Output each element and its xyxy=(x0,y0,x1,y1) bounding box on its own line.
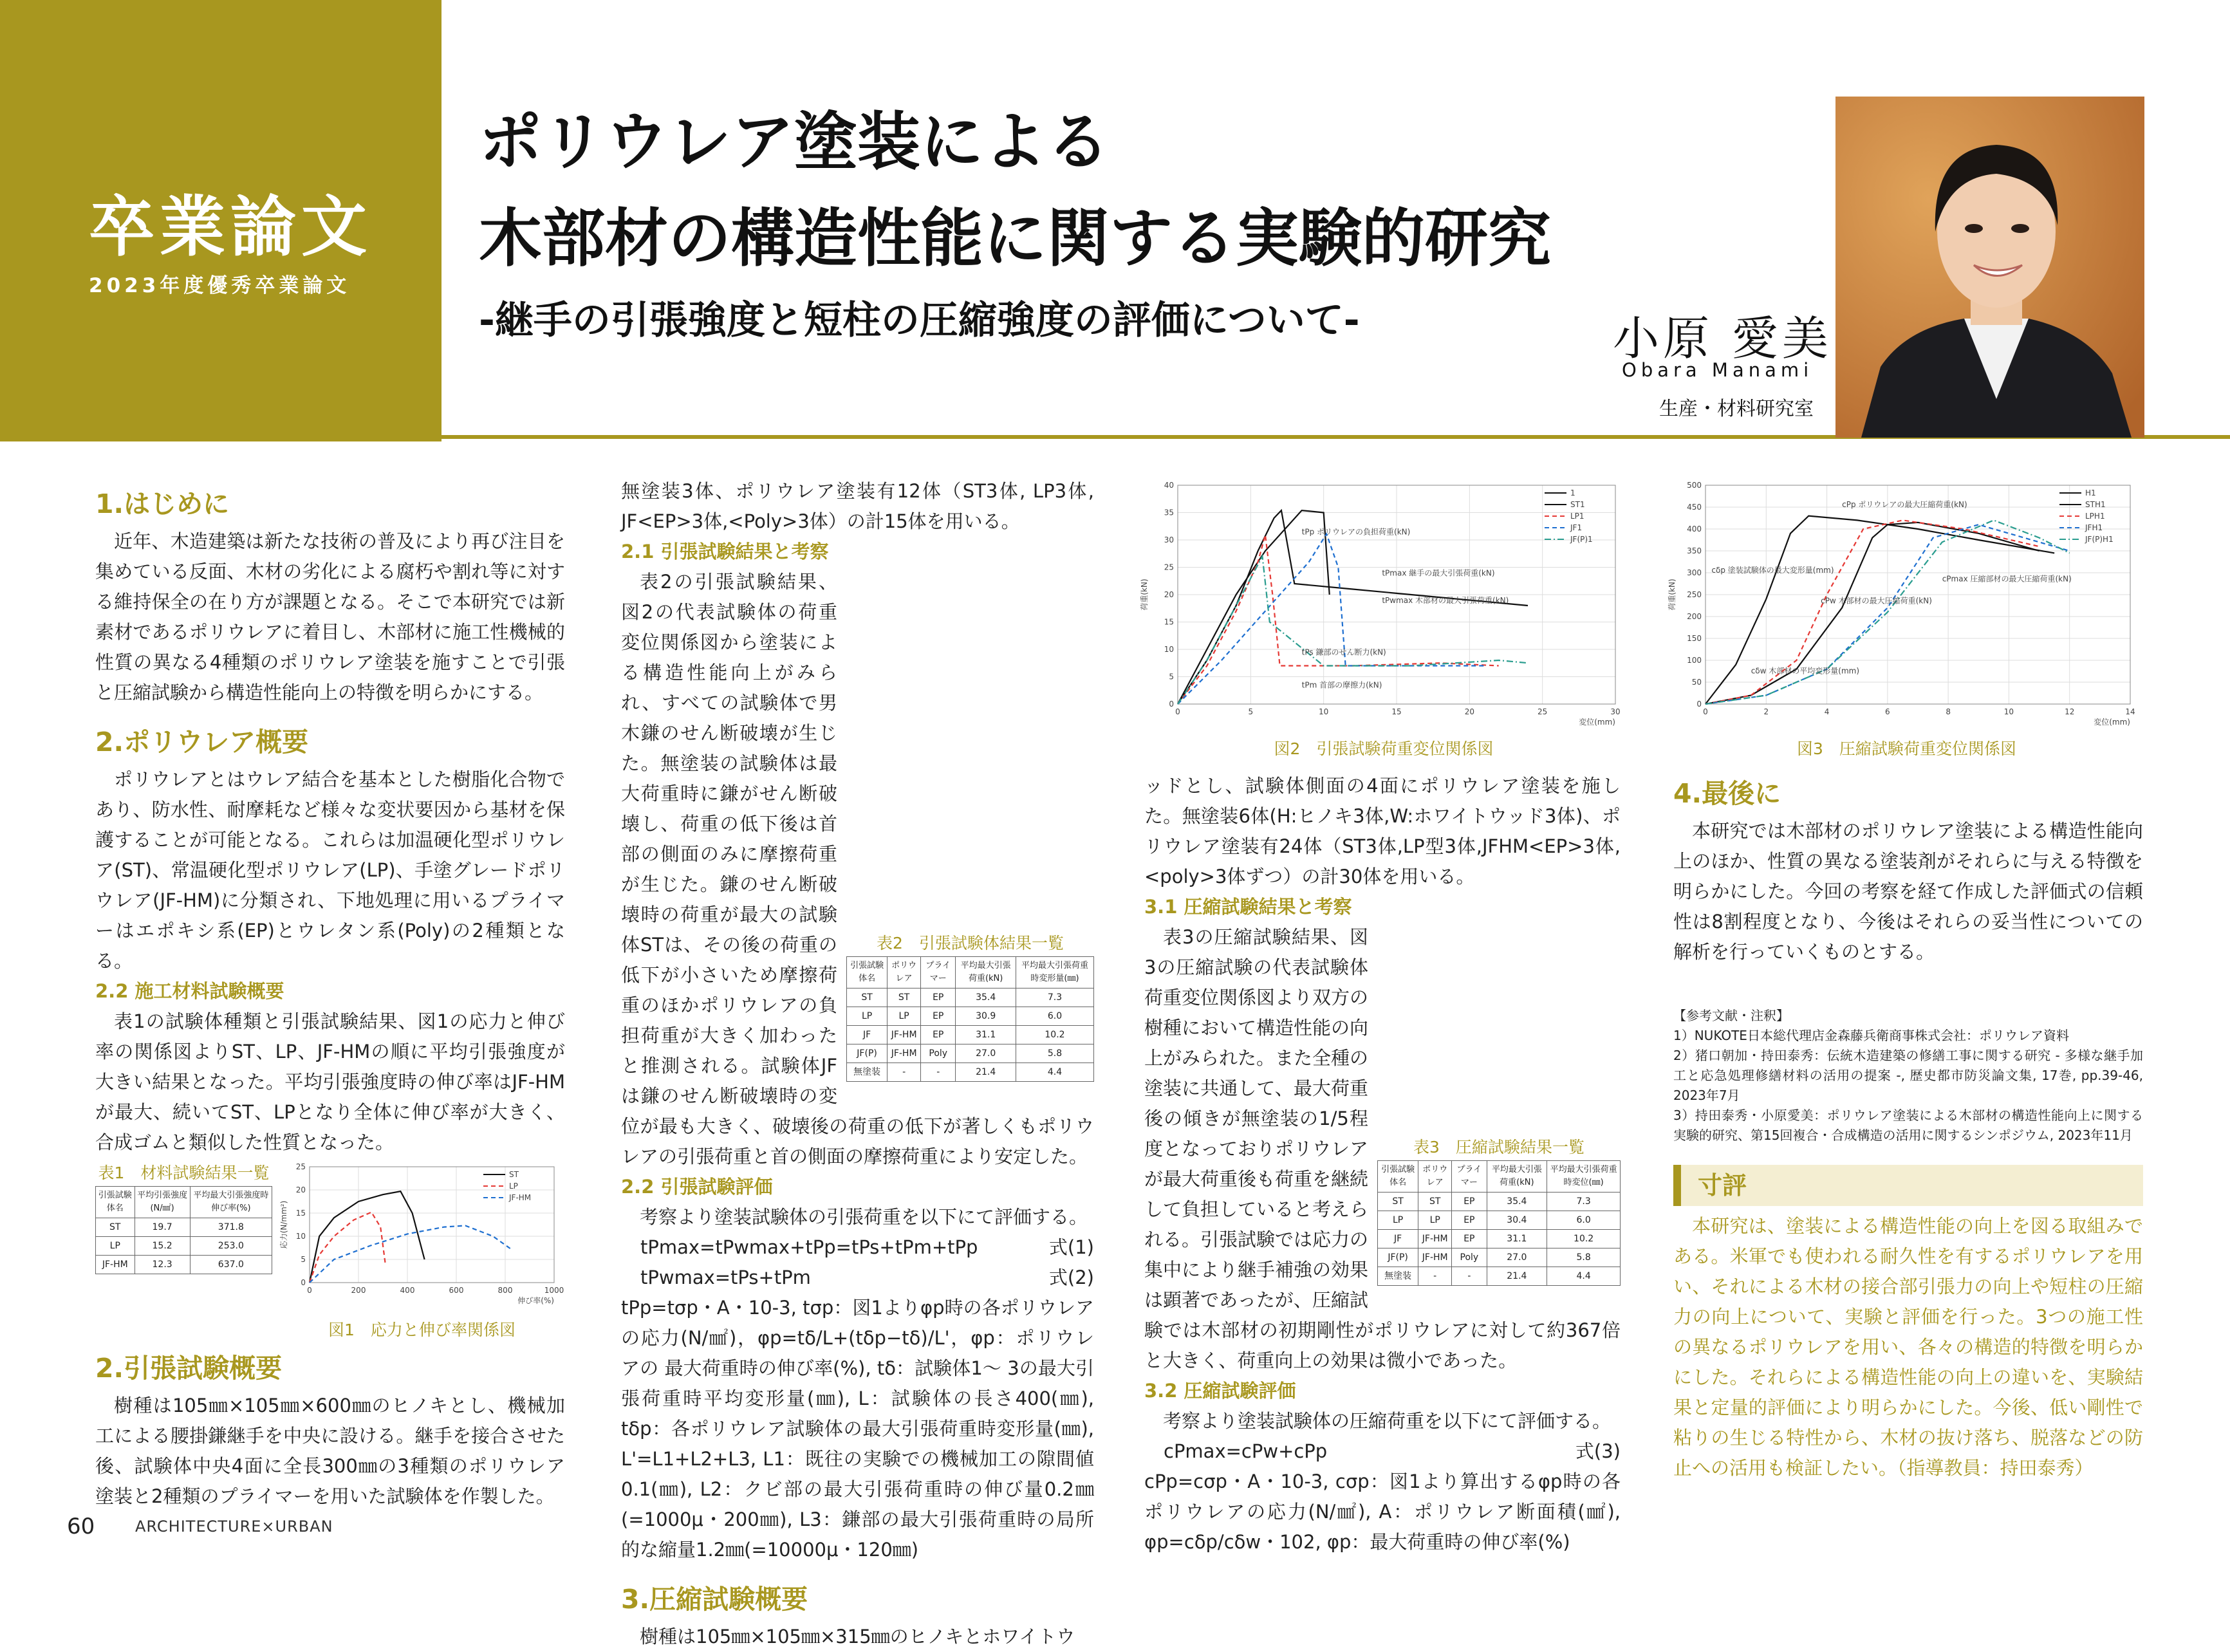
polyurea-paragraph: ポリウレアとはウレア結合を基本とした樹脂化合物であり、防水性、耐摩耗など様々な変状要因から基材を保護することが可能となる。これらは加温硬化型ポリウレア(ST)、常温硬化型ポリウレア(LP)、手塗グレードポリウレア(JF-HM)に分類され、下地処理に用いるプライマーはエポキシ系(EP)とウレタン系(Poly)の2種類となる。 xyxy=(95,768,565,972)
y-tick-label: 20 xyxy=(1164,590,1174,599)
table3-caption: 表3 圧縮試験結果一覧 xyxy=(1413,1138,1584,1156)
table1-cell: 637.0 xyxy=(190,1256,272,1274)
y-tick-label: 450 xyxy=(1687,503,1702,512)
table-row xyxy=(96,1256,272,1274)
table3-cell: LP xyxy=(1418,1211,1452,1230)
equation-3-number: 式(3) xyxy=(1575,1440,1621,1462)
table2 xyxy=(846,956,1094,1082)
paper-title-line2: 木部材の構造性能に関する実験的研究 xyxy=(479,202,1552,275)
x-tick-label: 0 xyxy=(1703,707,1708,716)
equation-1 xyxy=(621,1232,1094,1263)
table-row xyxy=(1378,1193,1621,1211)
y-tick-label: 5 xyxy=(301,1255,306,1264)
table2-cell: 21.4 xyxy=(956,1063,1016,1082)
chart-annotation: tPm 首部の摩擦力(kN) xyxy=(1301,680,1382,690)
figure1-caption: 図1 応力と伸び率関係図 xyxy=(328,1321,516,1339)
table3 xyxy=(1377,1160,1621,1286)
compression-specimen-paragraph: ッドとし、試験体側面の4面にポリウレア塗装を施した。無塗装6体(H:ヒノキ3体,W:ホワイトウッド3体)、ポリウレア塗装有24体（ST3体,LP型3体,JFHM<EP>3体,<poly>3体ずつ）の計30体を用いる。 xyxy=(1144,775,1621,887)
x-tick-label: 15 xyxy=(1391,707,1402,716)
equation-3-definitions: cPp=cσp・A・10-3, cσp：図1より算出するφp時の各ポリウレアの応力(N/㎟), A：ポリウレア断面積(㎟), φp=cδp/cδw・102, φp：最大荷重時の伸び率(%) xyxy=(1144,1471,1621,1553)
x-tick-label: 6 xyxy=(1885,707,1890,716)
chart-annotation: cδp 塗装試験体の最大変形量(mm) xyxy=(1711,566,1834,575)
table3-cell: 35.4 xyxy=(1487,1193,1547,1211)
y-tick-label: 300 xyxy=(1687,568,1702,577)
table3-cell: JF-HM xyxy=(1418,1230,1452,1248)
table2-cell: 6.0 xyxy=(1016,1007,1093,1026)
figure3-caption: 図3 圧縮試験荷重変位関係図 xyxy=(1797,739,2016,758)
x-tick-label: 14 xyxy=(2125,707,2135,716)
table-row xyxy=(1378,1211,1621,1230)
legend-label: LP xyxy=(509,1182,518,1191)
legend-label: H1 xyxy=(2085,488,2096,497)
author-lab: 生産・材料研究室 xyxy=(1659,398,1814,420)
table2-header: ポリウレア xyxy=(887,957,921,988)
section-heading-conclusion: 4.最後に xyxy=(1673,778,1781,809)
table2-cell: JF-HM xyxy=(887,1044,921,1063)
y-tick-label: 200 xyxy=(1687,612,1702,621)
material-test-paragraph: 表1の試験体種類と引張試験結果、図1の応力と伸び率の関係図よりST、LP、JF-HMの順に平均引張強度が大きい結果となった。平均引張強度時の伸び率はJF-HMが最大、続いてST、LPとなり全体に伸び率が大きく、合成ゴムと類似した性質となった。 xyxy=(95,1010,565,1153)
equation-definitions: tPp=tσp・A・10-3, tσp：図1よりφp時の各ポリウレアの応力(N/㎟)，φp=tδ/L+(tδp−tδ)/L'，φp：ポリウレアの 最大荷重時の伸び率(%), tδ：試験体1～ 3の最大引張荷重時平均変形量(㎜), L：試験体の長さ400(㎜), tδp：各ポリウレア試験体の最大引張荷重時変形量(㎜), L'=L1+L2+L3, L1：既往の実験での機械加工の隙間値0.1(㎜), L2：クビ部の最大引張荷重時の伸び量0.2㎜(=1000μ・200㎜), L3：鎌部の最大引張荷重時の局所的な縮量1.2㎜(=10000μ・120㎜) xyxy=(621,1297,1094,1561)
table3-cell: JF-HM xyxy=(1418,1248,1452,1267)
legend-label: JF-HM xyxy=(509,1193,532,1202)
y-tick-label: 0 xyxy=(1169,700,1174,709)
table2-cell: EP xyxy=(921,1026,956,1044)
chart-annotation: cδw 木部材の平均変形量(mm) xyxy=(1751,666,1860,676)
y-tick-label: 250 xyxy=(1687,590,1702,599)
author-name-jp: 小原 愛美 xyxy=(1613,311,1832,366)
table3-cell: 無塗装 xyxy=(1378,1267,1418,1286)
table2-cell: 7.3 xyxy=(1016,988,1093,1007)
table-row xyxy=(847,1026,1094,1044)
subsection-heading-compression-eval: 3.2 圧縮試験評価 xyxy=(1144,1380,1296,1402)
y-tick-label: 5 xyxy=(1169,672,1174,682)
author-name-en: Obara Manami xyxy=(1622,359,1814,381)
compression-eval-paragraph: 考察より塗装試験体の圧縮荷重を以下にて評価する。 xyxy=(1163,1410,1612,1432)
table2-cell: ST xyxy=(887,988,921,1007)
table2-header: 平均最大引張荷重時変形量(㎜) xyxy=(1016,957,1093,988)
series-line-1 xyxy=(1178,510,1528,704)
table3-header: ポリウレア xyxy=(1418,1161,1452,1193)
figure1-block xyxy=(279,1160,565,1339)
paper-title-line1: ポリウレア塗装による xyxy=(479,106,1110,179)
legend-label: LPH1 xyxy=(2085,512,2105,521)
equation-3-body: cPmax=cPw+cPp xyxy=(1164,1440,1328,1462)
table3-cell: - xyxy=(1418,1267,1452,1286)
table2-block xyxy=(846,931,1094,1082)
series-line-H1 xyxy=(1705,516,2054,704)
table2-cell: ST xyxy=(847,988,887,1007)
series-line-LPH1 xyxy=(1705,520,2040,704)
equation-1-number: 式(1) xyxy=(1048,1236,1094,1258)
x-tick-label: 200 xyxy=(351,1286,366,1295)
equation-2-body: tPwmax=tPs+tPm xyxy=(640,1267,811,1288)
figure2-block xyxy=(1139,476,1628,759)
y-tick-label: 0 xyxy=(301,1278,306,1287)
table2-cell: 4.4 xyxy=(1016,1063,1093,1082)
table2-cell: 31.1 xyxy=(956,1026,1016,1044)
x-tick-label: 800 xyxy=(497,1286,513,1295)
y-tick-label: 30 xyxy=(1164,535,1174,544)
column-2 xyxy=(621,476,1094,1652)
table1-cell: 12.3 xyxy=(135,1256,190,1274)
table2-cell: - xyxy=(921,1063,956,1082)
table3-cell: 27.0 xyxy=(1487,1248,1547,1267)
table1-caption: 表1 材料試験結果一覧 xyxy=(98,1164,270,1182)
section-heading-intro: 1.はじめに xyxy=(95,488,230,519)
y-axis-label: 応力(N/mm²) xyxy=(279,1200,288,1249)
y-tick-label: 400 xyxy=(1687,524,1702,534)
y-tick-label: 100 xyxy=(1687,656,1702,665)
y-tick-label: 35 xyxy=(1164,508,1174,517)
magazine-name: ARCHITECTURE×URBAN xyxy=(135,1517,333,1536)
table3-cell: 4.4 xyxy=(1547,1267,1621,1286)
table3-cell: EP xyxy=(1452,1230,1487,1248)
x-tick-label: 4 xyxy=(1824,707,1830,716)
review-title: 寸評 xyxy=(1673,1165,2143,1206)
table2-caption: 表2 引張試験体結果一覧 xyxy=(877,934,1064,952)
table2-cell: - xyxy=(887,1063,921,1082)
chart-annotation: cPmax 圧縮部材の最大圧縮荷重(kN) xyxy=(1942,574,2072,584)
x-tick-label: 400 xyxy=(400,1286,415,1295)
table2-cell: 35.4 xyxy=(956,988,1016,1007)
column-1 xyxy=(95,470,565,1512)
review-text: 本研究は、塗装による構造性能の向上を図る取組みである。米軍でも使われる耐久性を有するポリウレアを用い、それによる木材の接合部引張力の向上や短柱の圧縮力の向上について、実験と評価を行った。3つの施工性の異なるポリウレアを用い、各々の構造的特徴を明らかにした。それらによる構造性能の向上の違いを、実験結果と定量的評価により明らかにした。今後、低い剛性で粘りの生じる特性から、木材の抜け落ち、脱落などの防止への活用も検証したい。（指導教員：持田泰秀） xyxy=(1673,1215,2143,1479)
y-tick-label: 15 xyxy=(295,1209,306,1218)
y-tick-label: 500 xyxy=(1687,481,1702,490)
table1-cell: 15.2 xyxy=(135,1237,190,1256)
table3-cell: Poly xyxy=(1452,1248,1487,1267)
subsection-heading-tensile-eval: 2.2 引張試験評価 xyxy=(621,1176,773,1198)
table2-cell: JF xyxy=(847,1026,887,1044)
table3-cell: 5.8 xyxy=(1547,1248,1621,1267)
legend-label: ST xyxy=(509,1170,519,1179)
column-3 xyxy=(1144,771,1621,1557)
table1-block xyxy=(95,1160,272,1334)
table2-cell: EP xyxy=(921,988,956,1007)
table3-cell: ST xyxy=(1418,1193,1452,1211)
table2-header: 平均最大引張荷重(kN) xyxy=(956,957,1016,988)
figure2-chart xyxy=(1139,476,1628,734)
table3-header: 平均最大引張荷重(kN) xyxy=(1487,1161,1547,1193)
y-tick-label: 0 xyxy=(1696,700,1702,709)
x-tick-label: 12 xyxy=(2065,707,2075,716)
reference-item: 3）持田泰秀・小原愛美：ポリウレア塗装による木部材の構造性能向上に関する実験的研究、第15回複合・合成構造の活用に関するシンポジウム, 2023年11月 xyxy=(1673,1108,2143,1143)
series-line-ST1 xyxy=(1178,510,1330,704)
x-tick-label: 5 xyxy=(1248,707,1254,716)
figure2-caption: 図2 引張試験荷重変位関係図 xyxy=(1274,739,1494,758)
series-line-LP1 xyxy=(1178,535,1499,704)
table-row xyxy=(1378,1267,1621,1286)
x-tick-label: 600 xyxy=(449,1286,464,1295)
x-tick-label: 0 xyxy=(1175,707,1180,716)
column-4 xyxy=(1673,771,2143,1483)
references xyxy=(1673,1006,2143,1146)
table1-figure1-row xyxy=(95,1160,565,1339)
references-title: 【参考文献・注釈】 xyxy=(1673,1008,1789,1023)
equation-2 xyxy=(621,1263,1094,1293)
legend-label: JFH1 xyxy=(2085,523,2103,532)
y-tick-label: 40 xyxy=(1164,481,1174,490)
table3-cell: 30.4 xyxy=(1487,1211,1547,1230)
table3-cell: 31.1 xyxy=(1487,1230,1547,1248)
chart-annotation: tPp ポリウレアの負担荷重(kN) xyxy=(1301,527,1411,537)
equation-3 xyxy=(1144,1436,1621,1467)
chart-annotation: tPmax 継手の最大引張荷重(kN) xyxy=(1382,568,1495,578)
y-tick-label: 50 xyxy=(1691,678,1702,687)
table1-cell: LP xyxy=(96,1237,135,1256)
table3-header: プライマー xyxy=(1452,1161,1487,1193)
x-axis-label: 変位(mm) xyxy=(1579,718,1615,727)
table3-cell: LP xyxy=(1378,1211,1418,1230)
table3-cell: EP xyxy=(1452,1193,1487,1211)
table2-cell: LP xyxy=(887,1007,921,1026)
y-axis-label: 荷重(kN) xyxy=(1140,579,1149,611)
table2-cell: EP xyxy=(921,1007,956,1026)
table-row xyxy=(847,988,1094,1007)
compression-results-paragraph: 表3の圧縮試験結果、図3の圧縮試験の代表試験体荷重変位関係図より双方の樹種において構造性能の向上がみられた。また全種の塗装に共通して、最大荷重後の傾きが無塗装の1/5程度となっておりポリウレアが最大荷重後も荷重を継続して負担していると考えられる。引張試験では応力の集中により継手補強の効果は顕著であったが、圧縮試験では木部材の初期剛性がポリウレアに対して約367倍と大きく、荷重向上の効果は微小であった。 xyxy=(1144,926,1621,1371)
chart-annotation: tPwmax 木部材の最大引張荷重(kN) xyxy=(1382,595,1509,605)
tensile-eval-paragraph: 考察より塗装試験体の引張荷重を以下にて評価する。 xyxy=(640,1206,1088,1228)
tensile-paragraph: 樹種は105㎜×105㎜×600㎜のヒノキとし、機械加工による腰掛鎌継手を中央に設ける。継手を接合させた後、試験体中央4面に全長300㎜の3種類のポリウレア塗装と2種類のプライマーを用いた試験体を作製した。 xyxy=(95,1395,565,1507)
table-row xyxy=(96,1218,272,1237)
table1-cell: 19.7 xyxy=(135,1218,190,1237)
x-tick-label: 10 xyxy=(1319,707,1329,716)
equation-1-body: tPmax=tPwmax+tPp=tPs+tPm+tPp xyxy=(640,1236,978,1258)
table3-cell: 10.2 xyxy=(1547,1230,1621,1248)
table2-cell: 10.2 xyxy=(1016,1026,1093,1044)
category-box xyxy=(0,0,441,441)
table2-cell: 5.8 xyxy=(1016,1044,1093,1063)
table3-cell: EP xyxy=(1452,1211,1487,1230)
y-tick-label: 150 xyxy=(1687,634,1702,643)
table2-cell: JF-HM xyxy=(887,1026,921,1044)
paper-subtitle: -継手の引張強度と短柱の圧縮強度の評価について- xyxy=(479,298,1360,343)
x-axis-label: 変位(mm) xyxy=(2094,718,2130,727)
subsection-heading-compression-results: 3.1 圧縮試験結果と考察 xyxy=(1144,896,1352,918)
x-tick-label: 30 xyxy=(1610,707,1621,716)
series-line-STH1 xyxy=(1705,523,2040,704)
reference-item: 1）NUKOTE日本総代理店金森藤兵衛商事株式会社：ポリウレア資料 xyxy=(1673,1028,2069,1043)
section-heading-compression: 3.圧縮試験概要 xyxy=(621,1584,808,1615)
x-tick-label: 8 xyxy=(1946,707,1951,716)
table1-header: 平均引張強度(N/㎟) xyxy=(135,1187,190,1218)
specimen-paragraph: 無塗装3体、ポリウレア塗装有12体（ST3体, LP3体, JF<EP>3体,<Poly>3体）の計15体を用いる。 xyxy=(621,480,1094,532)
table1-header: 引張試験体名 xyxy=(96,1187,135,1218)
table3-block xyxy=(1377,1135,1621,1286)
author-photo xyxy=(1835,97,2144,438)
table-row xyxy=(847,1007,1094,1026)
table3-cell: - xyxy=(1452,1267,1487,1286)
table3-cell: JF xyxy=(1378,1230,1418,1248)
chart-annotation: tPs 鎌部のせん断力(kN) xyxy=(1301,647,1386,657)
table1-header: 平均最大引張強度時伸び率(%) xyxy=(190,1187,272,1218)
intro-paragraph: 近年、木造建築は新たな技術の普及により再び注目を集めている反面、木材の劣化による腐朽や割れ等に対する維持保全の在り方が課題となる。そこで本研究では新素材であるポリウレアに着目し、木部材に施工性機械的性質の異なる4種類のポリウレア塗装を施すことで引張と圧縮試験から構造性能向上の特徴を明らかにする。 xyxy=(95,530,565,703)
category-subtitle: 2023年度優秀卒業論文 xyxy=(89,274,351,297)
x-tick-label: 2 xyxy=(1763,707,1769,716)
table2-cell: LP xyxy=(847,1007,887,1026)
reference-item: 2）猪口朝加・持田泰秀：伝統木造建築の修繕工事に関する研究 - 多様な継手加工と応急処理修繕材料の活用の提案 -, 歴史都市防災論文集, 17巻, pp.39-46, 2023年7月 xyxy=(1673,1048,2143,1103)
table1-cell: JF-HM xyxy=(96,1256,135,1274)
table2-cell: Poly xyxy=(921,1044,956,1063)
y-tick-label: 350 xyxy=(1687,546,1702,555)
table2-cell: 無塗装 xyxy=(847,1063,887,1082)
legend-label: JF1 xyxy=(1570,523,1583,532)
table1 xyxy=(95,1186,272,1274)
y-tick-label: 10 xyxy=(295,1232,306,1241)
series-line-JF-HM xyxy=(310,1225,512,1283)
tensile-results-paragraph: 表2の引張試験結果、図2の代表試験体の荷重変位関係図から塗装による構造性能向上がみられ、すべての試験体で男木鎌のせん断破壊が生じた。無塗装の試験体は最大荷重時に鎌がせん断破壊し、荷重の低下後は首部の側面のみに摩擦荷重が生じた。鎌のせん断破壊時の荷重が最大の試験体STは、その後の荷重の低下が小さいため摩擦荷重のほかポリウレアの負担荷重が大きく加わったと推測される。試験体JFは鎌のせん断破壊時の変位が最も大きく、破壊後の荷重の低下が著しくもポリウレアの引張荷重と首の側面の摩擦荷重により安定した。 xyxy=(621,571,1094,1167)
page-number: 60 xyxy=(67,1514,95,1539)
x-tick-label: 0 xyxy=(307,1286,312,1295)
table2-header: 引張試験体名 xyxy=(847,957,887,988)
legend-label: ST1 xyxy=(1570,500,1585,509)
table-row xyxy=(1378,1248,1621,1267)
table2-cell: 27.0 xyxy=(956,1044,1016,1063)
table1-cell: ST xyxy=(96,1218,135,1237)
y-tick-label: 25 xyxy=(295,1162,306,1171)
table1-cell: 371.8 xyxy=(190,1218,272,1237)
figure3-block xyxy=(1667,476,2146,759)
x-tick-label: 10 xyxy=(2003,707,2014,716)
legend-label: JF(P)H1 xyxy=(2085,535,2114,544)
table-row xyxy=(847,1063,1094,1082)
table3-header: 引張試験体名 xyxy=(1378,1161,1418,1193)
table3-cell: JF(P) xyxy=(1378,1248,1418,1267)
table2-cell: JF(P) xyxy=(847,1044,887,1063)
table3-cell: ST xyxy=(1378,1193,1418,1211)
legend-label: 1 xyxy=(1570,488,1575,497)
y-tick-label: 15 xyxy=(1164,617,1174,627)
conclusion-paragraph: 本研究では木部材のポリウレア塗装による構造性能向上のほか、性質の異なる塗装剤がそれらに与える特徴を明らかにした。今回の考察を経て作成した評価式の信頼性は8割程度となり、今後はそれらの妥当性についての解析を行っていくものとする。 xyxy=(1673,820,2143,963)
compression-paragraph: 樹種は105㎜×105㎜×315㎜のヒノキとホワイトウ xyxy=(640,1626,1075,1647)
figure1-chart xyxy=(279,1160,565,1308)
table-row xyxy=(1378,1230,1621,1248)
y-tick-label: 10 xyxy=(1164,645,1174,654)
legend-label: STH1 xyxy=(2085,500,2106,509)
table3-cell: 6.0 xyxy=(1547,1211,1621,1230)
review-box xyxy=(1673,1165,2143,1483)
table1-cell: 253.0 xyxy=(190,1237,272,1256)
subsection-heading-tensile-results: 2.1 引張試験結果と考察 xyxy=(621,541,829,562)
equation-2-number: 式(2) xyxy=(1048,1267,1094,1288)
section-heading-tensile: 2.引張試験概要 xyxy=(95,1353,283,1384)
table2-header: プライマー xyxy=(921,957,956,988)
y-tick-label: 25 xyxy=(1164,562,1174,572)
table-row xyxy=(96,1237,272,1256)
table3-cell: 7.3 xyxy=(1547,1193,1621,1211)
table-row xyxy=(847,1044,1094,1063)
table3-header: 平均最大引張荷重時変位(㎜) xyxy=(1547,1161,1621,1193)
subsection-heading-material-test: 2.2 施工材料試験概要 xyxy=(95,980,284,1002)
table3-cell: 21.4 xyxy=(1487,1267,1547,1286)
table2-cell: 30.9 xyxy=(956,1007,1016,1026)
x-tick-label: 20 xyxy=(1464,707,1474,716)
chart-annotation: cPw 木部材の最大圧縮荷重(kN) xyxy=(1821,596,1932,606)
section-heading-polyurea: 2.ポリウレア概要 xyxy=(95,727,309,757)
y-axis-label: 荷重(kN) xyxy=(1668,579,1677,611)
category-title: 卒業論文 xyxy=(89,189,372,266)
figure3-chart xyxy=(1667,476,2146,734)
legend-label: JF(P)1 xyxy=(1570,535,1593,544)
legend-label: LP1 xyxy=(1570,512,1584,521)
x-tick-label: 1000 xyxy=(544,1286,564,1295)
x-axis-label: 伸び率(%) xyxy=(517,1296,554,1305)
chart-annotation: cPp ポリウレアの最大圧縮荷重(kN) xyxy=(1842,500,1967,509)
y-tick-label: 20 xyxy=(295,1185,306,1194)
x-tick-label: 25 xyxy=(1538,707,1548,716)
